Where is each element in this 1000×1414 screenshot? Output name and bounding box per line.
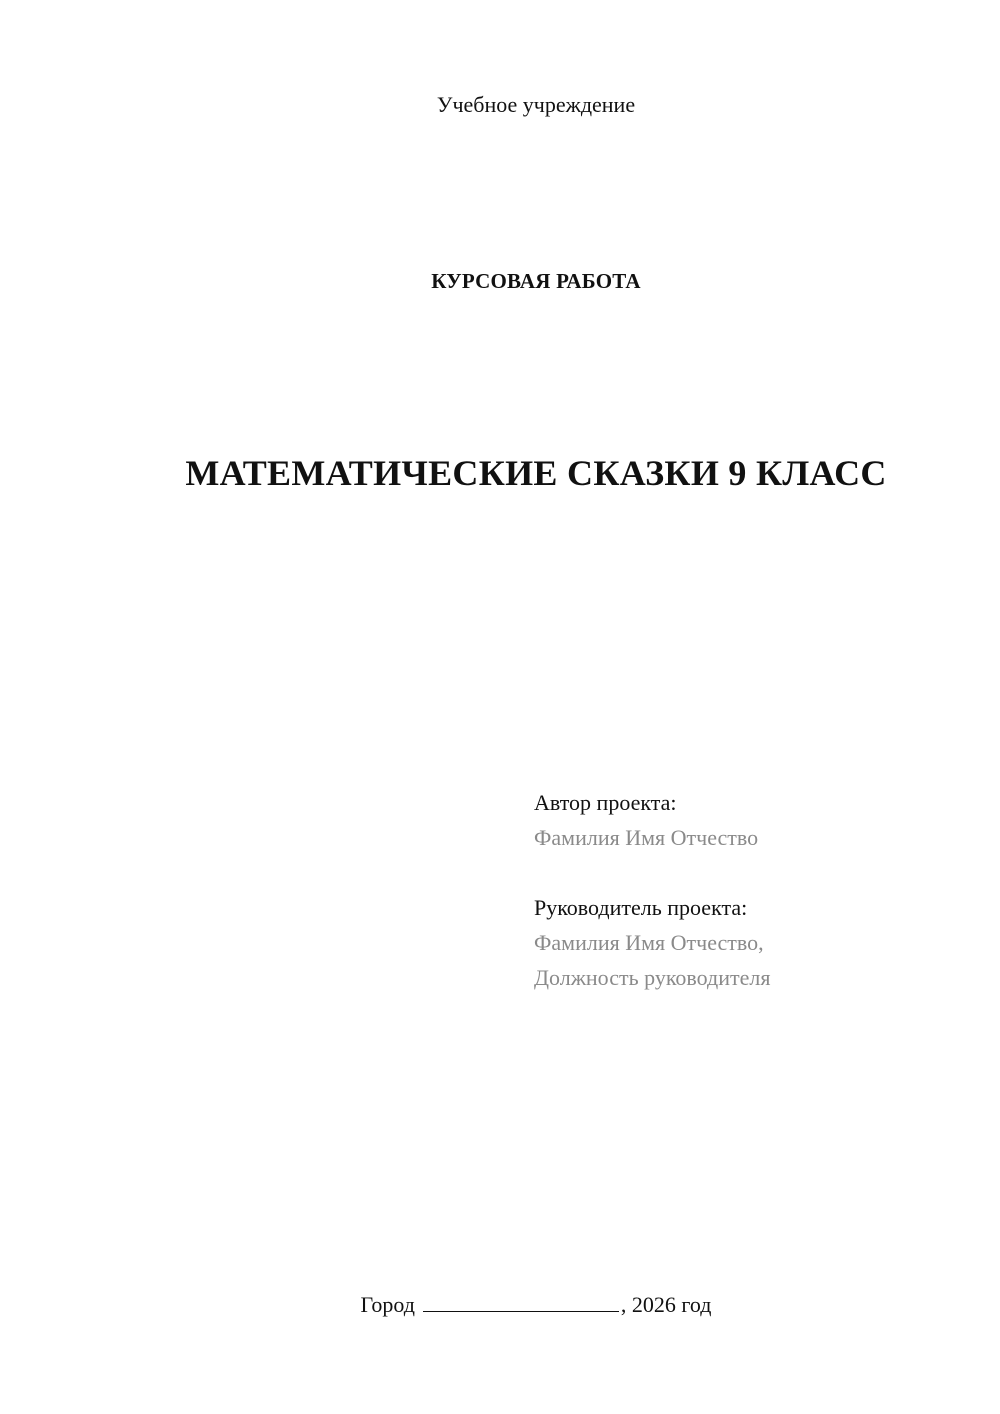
author-name: Фамилия Имя Отчество [534, 825, 759, 850]
city-blank-line [423, 1289, 619, 1312]
supervisor-name: Фамилия Имя Отчество, [534, 930, 764, 955]
city-label: Город [360, 1292, 415, 1317]
supervisor-position: Должность руководителя [534, 965, 771, 990]
supervisor-label: Руководитель проекта: [534, 895, 748, 920]
document-title: МАТЕМАТИЧЕСКИЕ СКАЗКИ 9 КЛАСС [185, 453, 887, 493]
credits-spacer [534, 855, 974, 890]
year-text: , 2026 год [620, 1292, 712, 1317]
work-type-heading: КУРСОВАЯ РАБОТА [431, 269, 641, 293]
credits-block [534, 785, 974, 995]
author-label: Автор проекта: [534, 790, 677, 815]
institution-name: Учебное учреждение [436, 92, 636, 117]
footer-city-year [0, 1289, 1000, 1321]
